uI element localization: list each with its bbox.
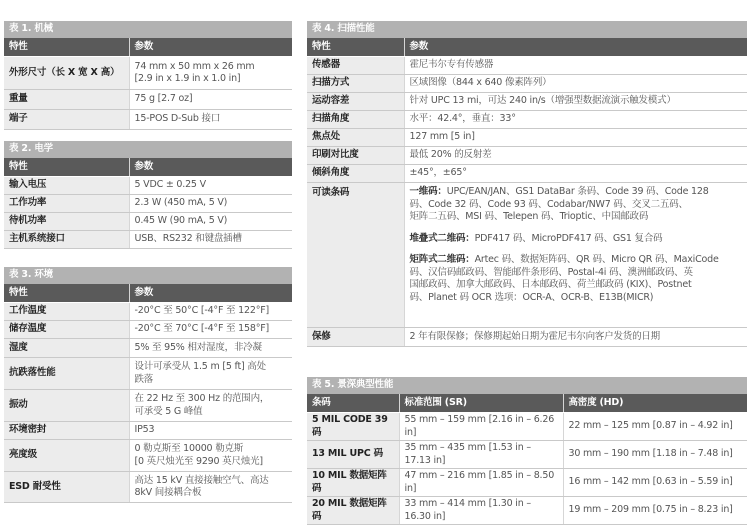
barcode-name: 20 MIL 数据矩阵码	[307, 497, 399, 525]
property-name: 扫描方式	[307, 75, 404, 93]
table-scan-performance	[307, 21, 747, 347]
property-value: 15-POS D-Sub 接口	[129, 110, 292, 130]
property-value: -20°C 至 50°C [-4°F 至 122°F]	[129, 303, 292, 321]
property-name: 湿度	[4, 339, 129, 358]
linear-codes-label: 一维码：	[409, 186, 447, 197]
property-value: 霍尼韦尔专有传感器	[404, 57, 747, 75]
property-value: 2.3 W (450 mA, 5 V)	[129, 195, 292, 213]
property-value: -20°C 至 70°C [-4°F 至 158°F]	[129, 321, 292, 339]
property-name: 端子	[4, 110, 129, 130]
column-header: 高密度 (HD)	[563, 394, 747, 413]
table-environmental	[4, 267, 292, 503]
barcode-name: 13 MIL UPC 码	[307, 441, 399, 469]
property-name: 扫描角度	[307, 111, 404, 129]
property-value: 0.45 W (90 mA, 5 V)	[129, 213, 292, 231]
column-header: 特性	[307, 38, 404, 57]
column-header: 参数	[129, 38, 292, 57]
sr-range: 33 mm – 414 mm [1.30 in – 16.30 in]	[399, 497, 563, 525]
property-name: 传感器	[307, 57, 404, 75]
property-value: 2 年有限保修；保修期起始日期为霍尼韦尔向客户发货的日期	[404, 328, 747, 347]
column-header: 条码	[307, 394, 399, 413]
column-header: 标准范围 (SR)	[399, 394, 563, 413]
property-name: 印刷对比度	[307, 147, 404, 165]
property-value: ±45°，±65°	[404, 165, 747, 183]
property-name: 环境密封	[4, 422, 129, 440]
property-value: 高达 15 kV 直接接触空气、高达 8kV 间接耦合板	[129, 472, 292, 503]
hd-range: 19 mm – 209 mm [0.75 in – 8.23 in]	[563, 497, 747, 525]
property-value: 设计可承受从 1.5 m [5 ft] 高处 跌落	[129, 358, 292, 390]
column-header: 特性	[4, 38, 129, 57]
property-value: 5 VDC ± 0.25 V	[129, 177, 292, 195]
column-header: 参数	[129, 158, 292, 177]
property-value: 74 mm x 50 mm x 26 mm [2.9 in x 1.9 in x 1.0 in]	[129, 57, 292, 90]
property-value: 127 mm [5 in]	[404, 129, 747, 147]
matrix-codes: 矩阵式二维码：Artec 码、数据矩阵码、QR 码、Micro QR 码、MaxiCode 码、汉信码邮政码、智能邮件条形码、Postal-4i 码、澳洲邮政码、英 国邮政码、加拿大邮政码、日本邮政码、荷兰邮政码 (KIX)、Postnet 码、Planet 码 OCR 选项：OCR-A、OCR-B、E13B(MICR)	[409, 254, 719, 303]
property-name: 工作温度	[4, 303, 129, 321]
property-name: 输入电压	[4, 177, 129, 195]
property-value: IP53	[129, 422, 292, 440]
hd-range: 30 mm – 190 mm [1.18 in – 7.48 in]	[563, 441, 747, 469]
property-value: 针对 UPC 13 mi，可达 240 in/s（增强型数据流演示触发模式）	[404, 93, 747, 111]
hd-range: 16 mm – 142 mm [0.63 in – 5.59 in]	[563, 469, 747, 497]
property-value: 区域图像（844 x 640 像素阵列）	[404, 75, 747, 93]
column-header: 特性	[4, 158, 129, 177]
table-title: 表 2. 电学	[4, 141, 292, 158]
stacked-codes: 堆叠式二维码：PDF417 码、MicroPDF417 码、GS1 复合码	[409, 232, 663, 244]
stacked-codes-label: 堆叠式二维码：	[409, 232, 475, 244]
sr-range: 55 mm – 159 mm [2.16 in – 6.26 in]	[399, 413, 563, 441]
column-header: 参数	[129, 284, 292, 303]
table-title: 表 3. 环境	[4, 267, 292, 284]
property-name: 抗跌落性能	[4, 358, 129, 390]
property-name: 待机功率	[4, 213, 129, 231]
table-title: 表 5. 景深典型性能	[307, 377, 747, 394]
matrix-codes-label: 矩阵式二维码：	[409, 254, 475, 265]
linear-codes: 一维码：UPC/EAN/JAN、GS1 DataBar 条码、Code 39 码、Code 128 码、Code 32 码、Code 93 码、Codabar/NW7 码、交叉二五码、 矩阵二五码、MSI 码、Telepen 码、Trioptic、中国邮政码	[409, 186, 709, 222]
property-value: 在 22 Hz 至 300 Hz 的范围内， 可承受 5 G 峰值	[129, 390, 292, 422]
column-header: 参数	[404, 38, 747, 57]
readable-barcodes	[404, 183, 747, 328]
property-name: 亮度级	[4, 440, 129, 472]
property-name: 重量	[4, 90, 129, 110]
hd-range: 22 mm – 125 mm [0.87 in – 4.92 in]	[563, 413, 747, 441]
barcode-name: 5 MIL CODE 39 码	[307, 413, 399, 441]
property-value: 最低 20% 的反射差	[404, 147, 747, 165]
property-name: 工作功率	[4, 195, 129, 213]
table-title: 表 4. 扫描性能	[307, 21, 747, 38]
property-name: 运动容差	[307, 93, 404, 111]
barcode-name: 10 MIL 数据矩阵码	[307, 469, 399, 497]
property-name: 振动	[4, 390, 129, 422]
property-value: 水平：42.4°，垂直：33°	[404, 111, 747, 129]
property-name: 焦点处	[307, 129, 404, 147]
column-header: 特性	[4, 284, 129, 303]
property-value: 5% 至 95% 相对湿度，非冷凝	[129, 339, 292, 358]
property-name: 可读条码	[307, 183, 404, 328]
property-name: ESD 耐受性	[4, 472, 129, 503]
property-name: 主机系统接口	[4, 231, 129, 249]
table-depth-of-field	[307, 377, 747, 525]
property-name: 保修	[307, 328, 404, 347]
property-name: 外形尺寸（长 X 宽 X 高）	[4, 57, 129, 90]
property-name: 储存温度	[4, 321, 129, 339]
property-name: 倾斜角度	[307, 165, 404, 183]
table-electrical	[4, 141, 292, 249]
table-mechanical	[4, 21, 292, 130]
sr-range: 35 mm – 435 mm [1.53 in – 17.13 in]	[399, 441, 563, 469]
table-title: 表 1. 机械	[4, 21, 292, 38]
property-value: 75 g [2.7 oz]	[129, 90, 292, 110]
property-value: USB、RS232 和键盘插槽	[129, 231, 292, 249]
property-value: 0 勒克斯至 10000 勒克斯 [0 英尺烛光至 9290 英尺烛光]	[129, 440, 292, 472]
sr-range: 47 mm – 216 mm [1.85 in – 8.50 in]	[399, 469, 563, 497]
